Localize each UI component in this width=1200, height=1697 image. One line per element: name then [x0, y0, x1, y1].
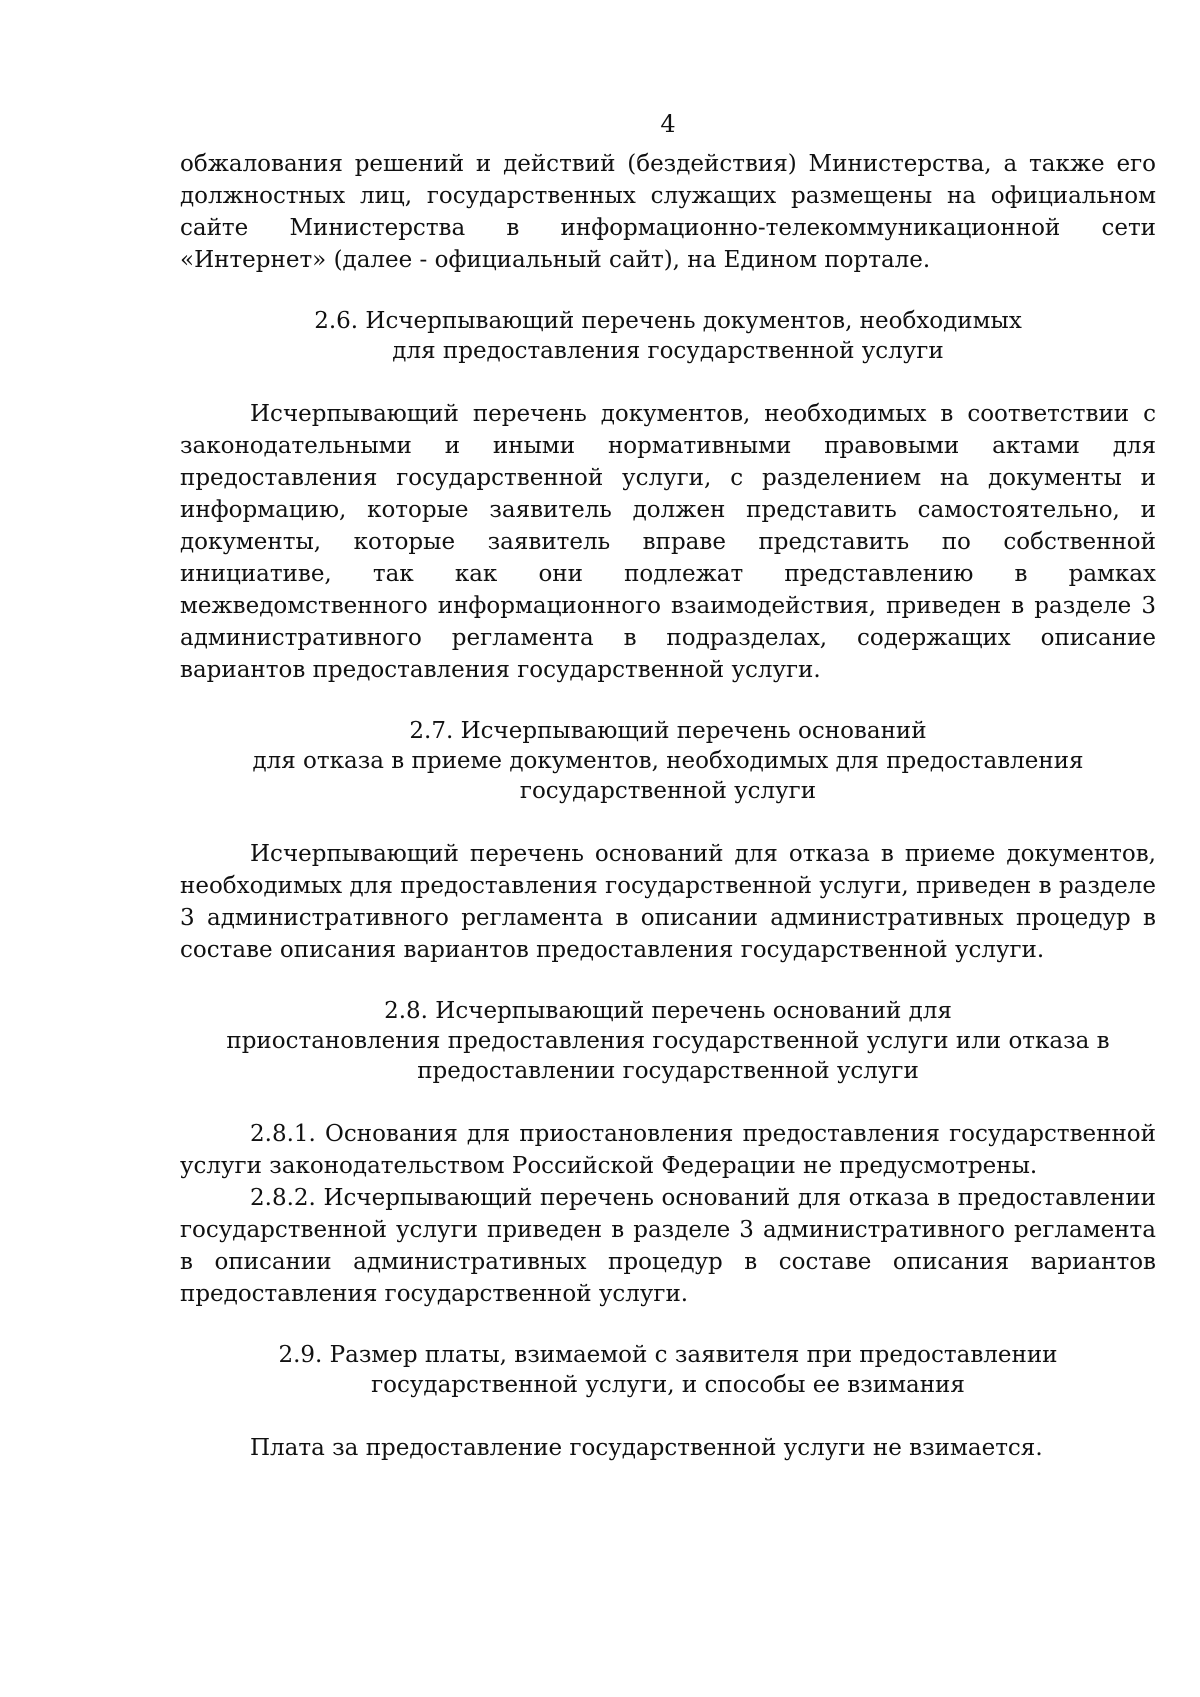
- section-paragraph-2-8-1: 2.8.1. Основания для приостановления предоставления государственной услуги законодательством Российской Федерации не предусмотрены.: [180, 1121, 1156, 1179]
- section-paragraph-2-6: Исчерпывающий перечень документов, необходимых в соответствии с законодательными и иными нормативными правовыми актами для предоставления государственной услуги, с разделением на документы и информацию, которые заявитель должен представить самостоятельно, и документы, которые заявитель вправе представить по собственной инициативе, так как они подлежат представлению в рамках межведомственного информационного взаимодействия, приведен в разделе 3 административного регламента в подразделах, содержащих описание вариантов предоставления государственной услуги.: [180, 401, 1156, 683]
- section-heading-2-6: [180, 306, 1156, 366]
- heading-line: 2.7. Исчерпывающий перечень оснований: [409, 718, 927, 744]
- heading-line: государственной услуги: [519, 778, 817, 804]
- heading-line: государственной услуги, и способы ее взимания: [371, 1372, 965, 1398]
- heading-line: 2.8. Исчерпывающий перечень оснований для: [384, 998, 952, 1024]
- heading-line: для предоставления государственной услуги: [392, 338, 944, 364]
- heading-line: приостановления предоставления государственной услуги или отказа в: [226, 1028, 1110, 1054]
- section-paragraph-2-8-2: 2.8.2. Исчерпывающий перечень оснований для отказа в предоставлении государственной услуги приведен в разделе 3 административного регламента в описании административных процедур в составе описания вариантов предоставления государственной услуги.: [180, 1185, 1156, 1307]
- section-paragraph-2-7: Исчерпывающий перечень оснований для отказа в приеме документов, необходимых для предоставления государственной услуги, приведен в разделе 3 административного регламента в описании административных процедур в составе описания вариантов предоставления государственной услуги.: [180, 841, 1156, 963]
- page-number: 4: [660, 110, 676, 138]
- document-body: [180, 148, 1156, 1464]
- section-heading-2-9: [180, 1340, 1156, 1400]
- section-heading-2-7: [180, 716, 1156, 806]
- intro-paragraph: обжалования решений и действий (бездействия) Министерства, а также его должностных лиц, государственных служащих размещены на официальном сайте Министерства в информационно-телекоммуникационной сети «Интернет» (далее - официальный сайт), на Едином портале.: [180, 151, 1156, 273]
- heading-line: предоставлении государственной услуги: [417, 1058, 919, 1084]
- heading-line: 2.6. Исчерпывающий перечень документов, необходимых: [314, 308, 1022, 334]
- section-heading-2-8: [180, 996, 1156, 1086]
- section-paragraph-2-9: Плата за предоставление государственной услуги не взимается.: [250, 1435, 1043, 1461]
- heading-line: для отказа в приеме документов, необходимых для предоставления: [252, 748, 1084, 774]
- heading-line: 2.9. Размер платы, взимаемой с заявителя при предоставлении: [278, 1342, 1058, 1368]
